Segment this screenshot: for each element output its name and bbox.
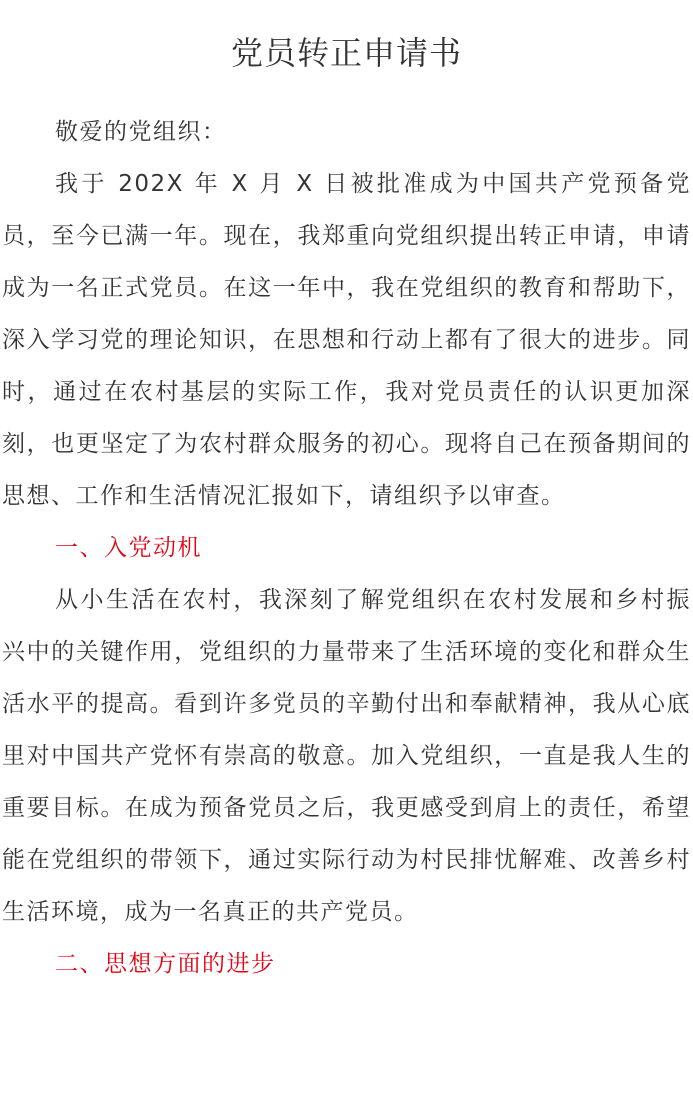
section-heading-thought-progress: 二、思想方面的进步 — [55, 951, 276, 977]
document-title: 党员转正申请书 — [230, 34, 462, 72]
section-heading-motivation: 一、入党动机 — [55, 535, 202, 561]
document-body — [2, 106, 691, 990]
body-paragraph: 从小生活在农村，我深刻了解党组织在农村发展和乡村振兴中的关键作用，党组织的力量带来了生活环境的变化和群众生活水平的提高。看到许多党员的辛勤付出和奉献精神，我从心底里对中国共产党怀有崇高的敬意。加入党组织，一直是我人生的重要目标。在成为预备党员之后，我更感受到肩上的责任，希望能在党组织的带领下，通过实际行动为村民排忧解难、改善乡村生活环境，成为一名真正的共产党员。 — [2, 587, 691, 925]
body-paragraph: 我于 202X 年 X 月 X 日被批准成为中国共产党预备党员，至今已满一年。现在，我郑重向党组织提出转正申请，申请成为一名正式党员。在这一年中，我在党组织的教育和帮助下，深入学习党的理论知识，在思想和行动上都有了很大的进步。同时，通过在农村基层的实际工作，我对党员责任的认识更加深刻，也更坚定了为农村群众服务的初心。现将自己在预备期间的思想、工作和生活情况汇报如下，请组织予以审查。 — [2, 171, 691, 509]
salutation: 敬爱的党组织： — [55, 119, 227, 145]
